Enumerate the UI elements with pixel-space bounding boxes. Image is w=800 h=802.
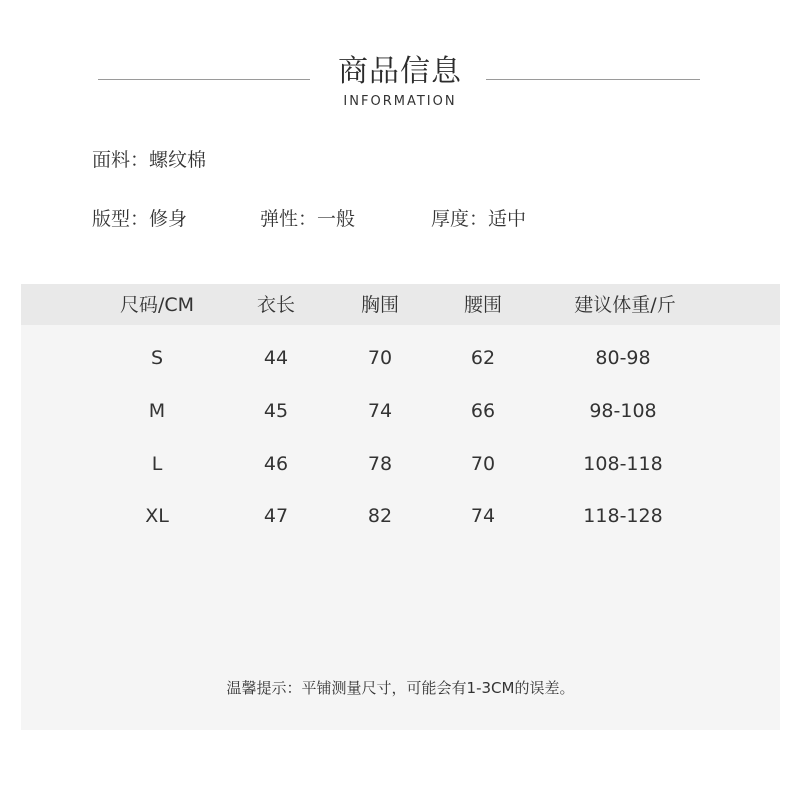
row-chest: 78 <box>367 453 393 475</box>
row-size: L <box>151 453 163 475</box>
row-length: 44 <box>263 347 289 369</box>
row-weight: 118-128 <box>583 505 663 527</box>
header-size: 尺码/CM <box>119 294 195 316</box>
row-waist: 70 <box>470 453 496 475</box>
fit-text: 版型：修身 <box>92 208 188 230</box>
header-weight: 建议体重/斤 <box>574 294 676 316</box>
row-waist: 62 <box>470 347 496 369</box>
measurement-note: 温馨提示：平铺测量尺寸，可能会有1-3CM的误差。 <box>226 679 575 697</box>
row-size: S <box>150 347 164 369</box>
page-title: 商品信息 <box>338 54 462 89</box>
header-waist: 腰围 <box>463 294 503 316</box>
row-chest: 74 <box>367 400 393 422</box>
row-weight: 108-118 <box>583 453 663 475</box>
row-weight: 98-108 <box>589 400 657 422</box>
header-chest: 胸围 <box>360 294 400 316</box>
thickness-text: 厚度：适中 <box>431 208 527 230</box>
elasticity-text: 弹性：一般 <box>260 208 356 230</box>
row-size: XL <box>145 505 169 527</box>
row-length: 45 <box>263 400 289 422</box>
row-waist: 74 <box>470 505 496 527</box>
table-header <box>21 284 780 325</box>
row-waist: 66 <box>470 400 496 422</box>
row-length: 46 <box>263 453 289 475</box>
size-table <box>21 284 780 730</box>
row-length: 47 <box>263 505 289 527</box>
row-weight: 80-98 <box>595 347 651 369</box>
row-chest: 70 <box>367 347 393 369</box>
row-chest: 82 <box>367 505 393 527</box>
header-length: 衣长 <box>256 294 296 316</box>
fabric-text: 面料：螺纹棉 <box>92 149 207 171</box>
page-subtitle: INFORMATION <box>343 94 457 109</box>
row-size: M <box>148 400 166 422</box>
